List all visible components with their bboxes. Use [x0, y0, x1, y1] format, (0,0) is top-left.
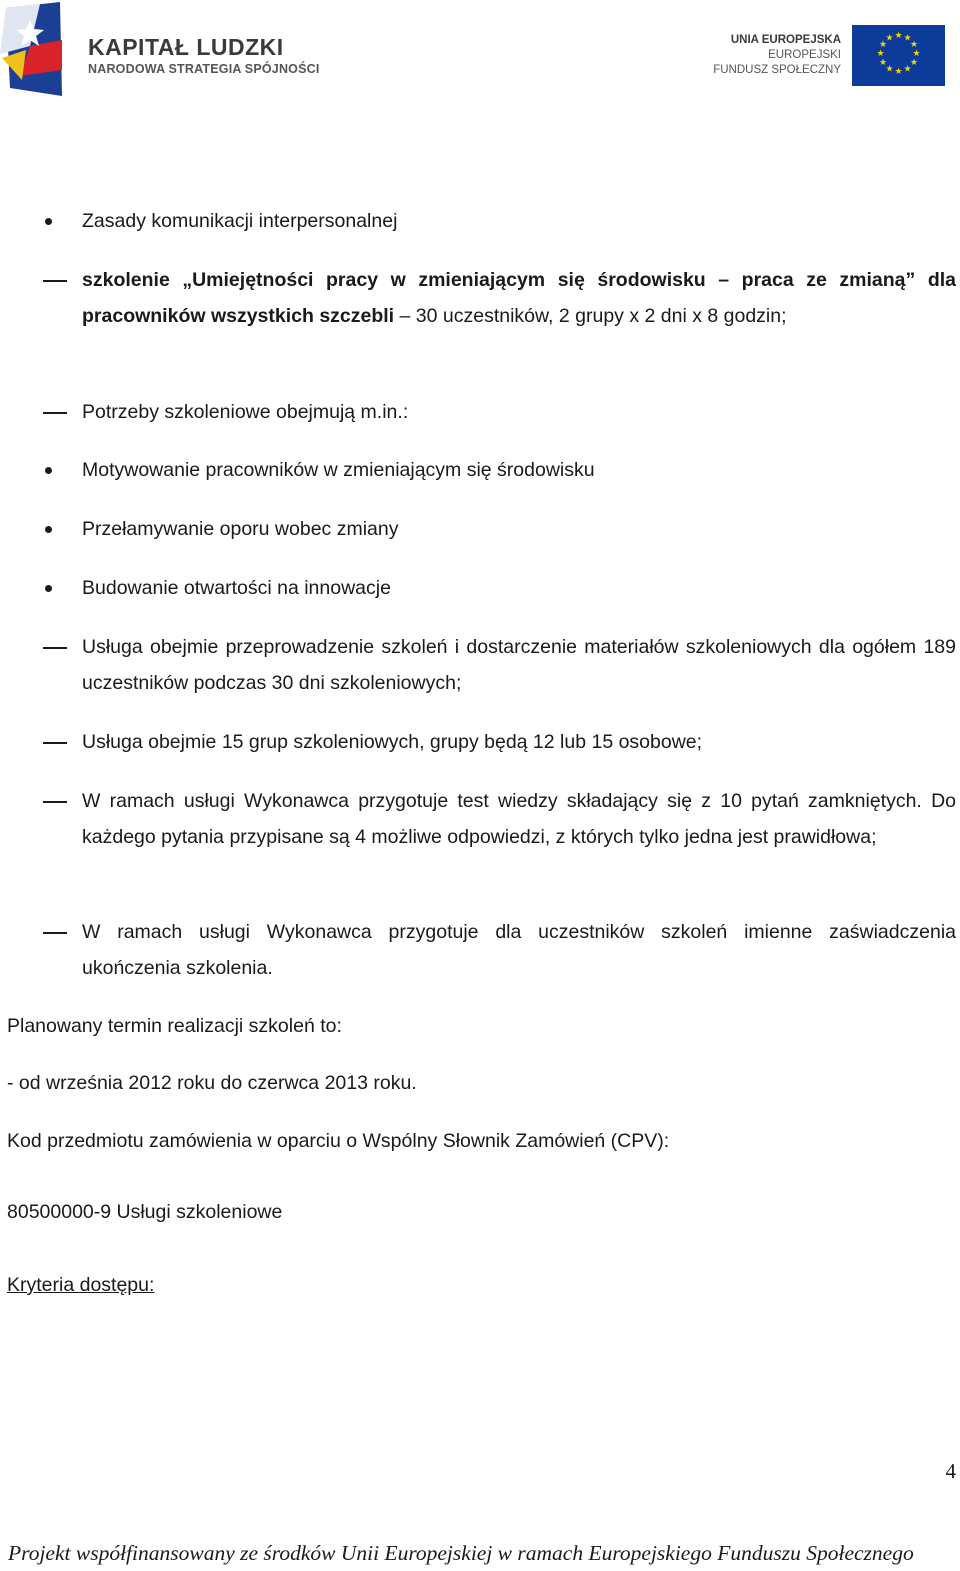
dash-icon: [43, 742, 67, 744]
list-item: [82, 262, 956, 334]
training-title: szkolenie „Umiejętności pracy w zmieniającym się środowisku – praca ze zmianą” dla pracowników wszystkich szczebli: [82, 269, 956, 327]
eu-logo-line1: UNIA EUROPEJSKA: [730, 34, 841, 46]
eu-flag-icon: [852, 25, 945, 86]
bullet-icon: [45, 467, 52, 474]
svg-text:★: ★: [894, 31, 903, 41]
svg-text:★: ★: [909, 40, 919, 50]
svg-text:★: ★: [912, 49, 921, 59]
eu-logo-line3: FUNDUSZ SPOŁECZNY: [713, 64, 841, 76]
bullet-icon: [45, 526, 52, 533]
svg-text:★: ★: [885, 33, 894, 44]
cpv-value: 80500000-9 Usługi szkoleniowe: [7, 1201, 283, 1223]
svg-text:★: ★: [878, 58, 888, 68]
list-item: Przełamywanie oporu wobec zmiany: [82, 518, 399, 540]
cpv-label: Kod przedmiotu zamówienia w oparciu o Wspólny Słownik Zamówień (CPV):: [7, 1130, 670, 1152]
kapital-ludzki-logo-icon: [0, 0, 70, 100]
svg-text:★: ★: [894, 67, 903, 77]
dash-icon: [43, 932, 67, 934]
list-item: W ramach usługi Wykonawca przygotuje dla uczestników szkoleń imienne zaświadczenia ukończenia szkolenia.: [82, 921, 956, 979]
list-item: Potrzeby szkoleniowe obejmują m.in.:: [82, 401, 409, 423]
list-item: Usługa obejmie przeprowadzenie szkoleń i dostarczenie materiałów szkoleniowych dla ogółem 189 uczestników podczas 30 dni szkoleniowych;: [82, 636, 956, 694]
list-item: Motywowanie pracowników w zmieniającym się środowisku: [82, 459, 595, 481]
kapital-ludzki-title: KAPITAŁ LUDZKI: [88, 34, 284, 60]
svg-text:★: ★: [878, 40, 888, 50]
term-value: - od września 2012 roku do czerwca 2013 roku.: [7, 1072, 417, 1094]
eu-logo-text: [713, 33, 841, 78]
svg-text:★: ★: [903, 64, 912, 75]
dash-icon: [43, 412, 67, 414]
bullet-icon: [45, 218, 52, 225]
page-number: 4: [945, 1459, 956, 1483]
dash-icon: [43, 647, 67, 649]
dash-icon: [43, 280, 67, 282]
term-label: Planowany termin realizacji szkoleń to:: [7, 1015, 342, 1037]
training-details: – 30 uczestników, 2 grupy x 2 dni x 8 godzin;: [394, 305, 787, 327]
list-item: W ramach usługi Wykonawca przygotuje test wiedzy składający się z 10 pytań zamkniętych. Do każdego pytania przypisane są 4 możliwe odpowiedzi, z których tylko jedna jest prawidłowa;: [82, 790, 956, 848]
list-item: Usługa obejmie 15 grup szkoleniowych, grupy będą 12 lub 15 osobowe;: [82, 731, 703, 753]
dash-icon: [43, 801, 67, 803]
svg-text:★: ★: [903, 33, 912, 44]
list-item: Budowanie otwartości na innowacje: [82, 577, 391, 599]
svg-text:★: ★: [909, 58, 919, 68]
bullet-icon: [45, 585, 52, 592]
footer-text: Projekt współfinansowany ze środków Unii Europejskiej w ramach Europejskiego Funduszu Społecznego: [8, 1541, 914, 1565]
eu-logo-line2: EUROPEJSKI: [768, 49, 841, 61]
criteria-heading: Kryteria dostępu:: [7, 1274, 155, 1296]
kapital-ludzki-subtitle: NARODOWA STRATEGIA SPÓJNOŚCI: [88, 62, 320, 76]
svg-text:★: ★: [876, 49, 885, 59]
svg-text:★: ★: [885, 64, 894, 75]
list-item: Zasady komunikacji interpersonalnej: [82, 210, 398, 232]
